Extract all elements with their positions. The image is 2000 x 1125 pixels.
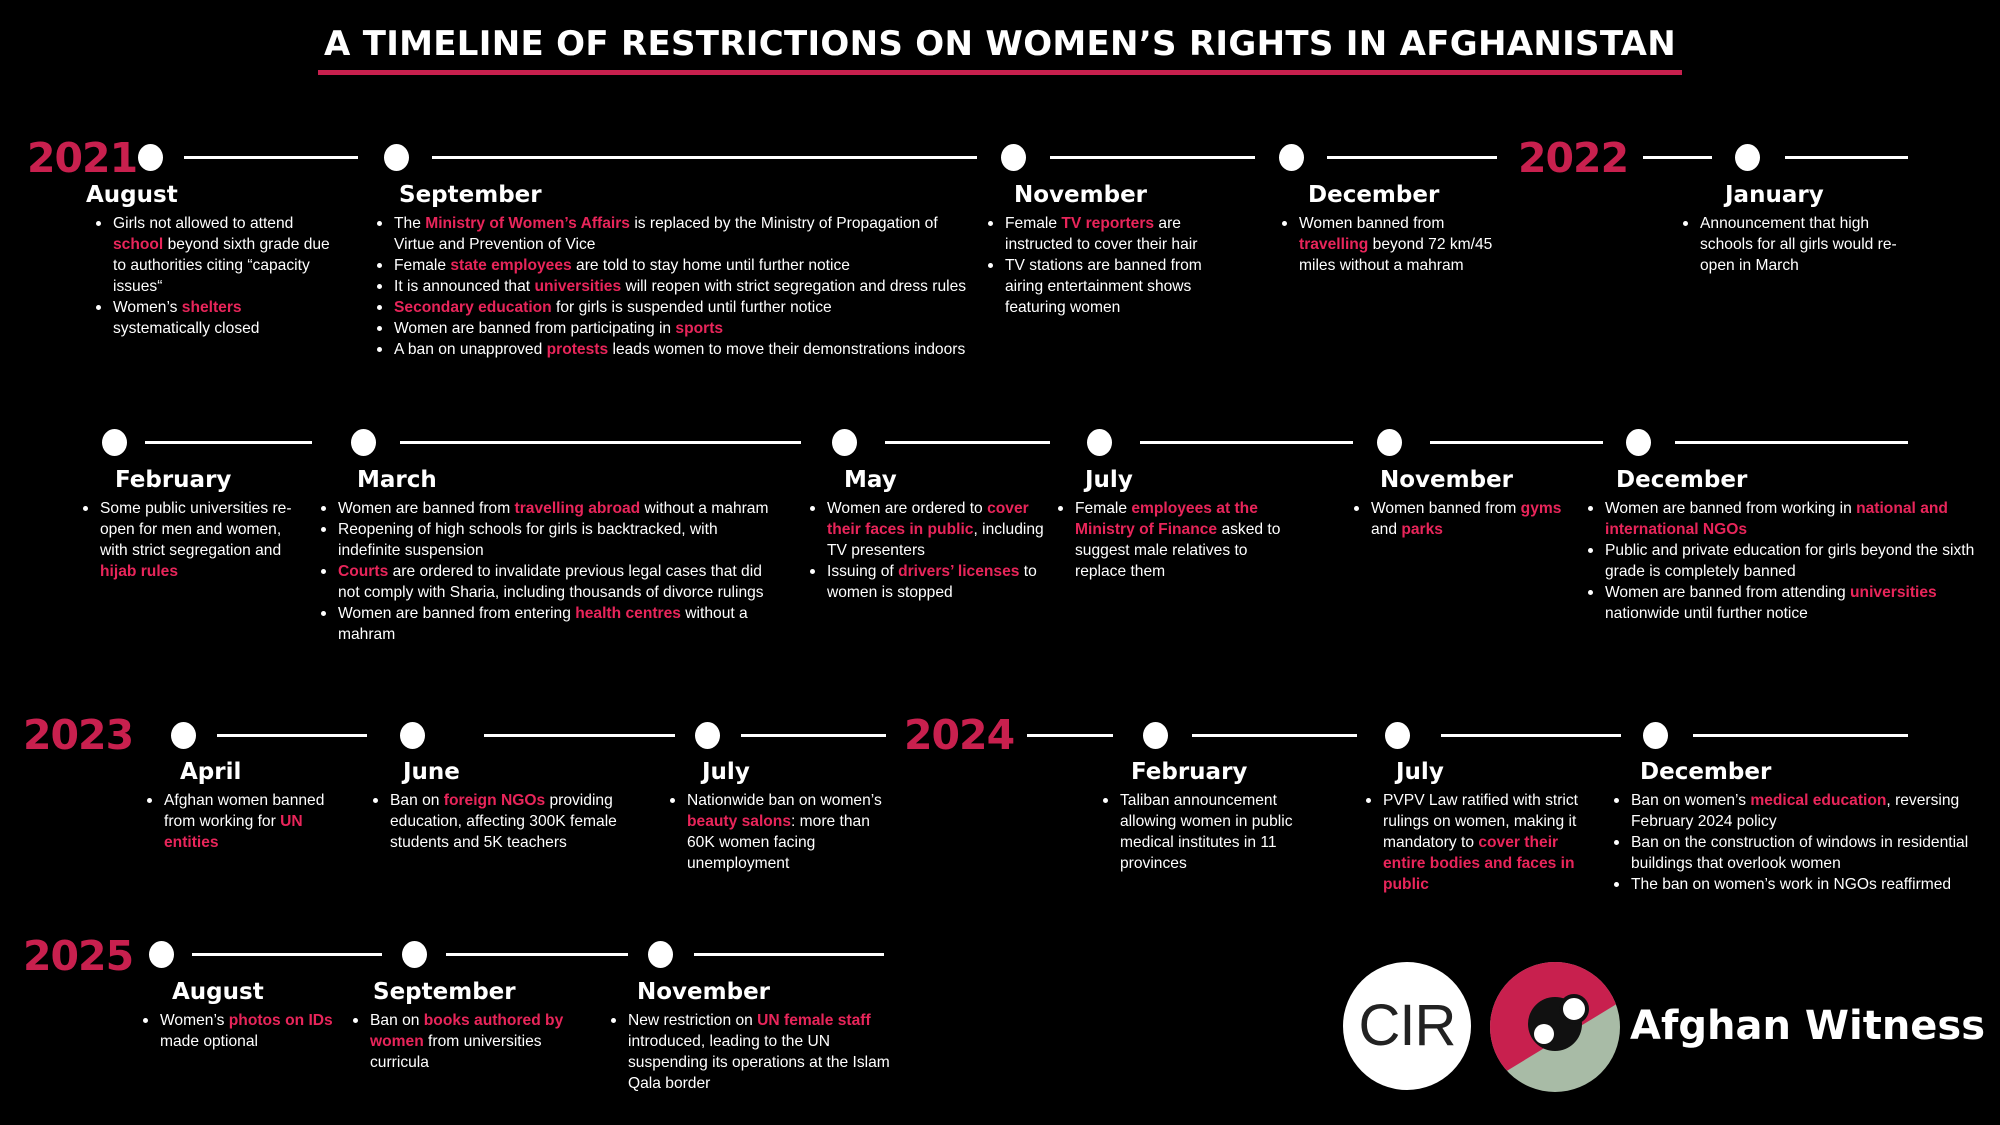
timeline-dot: [1143, 722, 1168, 749]
timeline-line: [192, 953, 382, 956]
bullet-item: [100, 498, 303, 582]
timeline-dot: [832, 429, 857, 456]
bullet-text: Ban on: [390, 792, 444, 809]
timeline-line: [1441, 734, 1621, 737]
year-label-2023: 2023: [23, 711, 134, 759]
timeline-line: [1785, 156, 1908, 159]
timeline-dot: [1001, 144, 1026, 171]
entry-nov-2021: [978, 181, 1228, 318]
bullet-item: [394, 297, 967, 318]
bullet-item: [1383, 790, 1596, 895]
bullet-item: [338, 561, 781, 603]
highlight-text: universities: [534, 278, 622, 295]
month-label: December: [1640, 759, 1772, 785]
bullet-item: [164, 790, 347, 853]
entry-jul-2022: [1048, 466, 1283, 582]
highlight-text: foreign NGOs: [443, 792, 546, 809]
timeline-dot: [351, 429, 376, 456]
month-label: August: [172, 979, 264, 1005]
bullet-item: [1605, 498, 1994, 540]
bullet-item: [113, 213, 336, 297]
bullet-text: Women banned from: [1371, 500, 1521, 517]
bullet-text: Women are banned from entering: [338, 605, 576, 622]
bullet-text: New restriction on: [628, 1012, 758, 1029]
month-label: March: [357, 467, 437, 493]
highlight-text: gyms: [1520, 500, 1562, 517]
page-title: A TIMELINE OF RESTRICTIONS ON WOMEN’S RIGHTS IN AFGHANISTAN: [323, 24, 1677, 64]
highlight-text: beauty salons: [687, 813, 791, 830]
timeline-line: [885, 441, 1050, 444]
bullet-item: [394, 213, 967, 255]
timeline-dot: [149, 941, 174, 968]
month-label: December: [1308, 182, 1440, 208]
bullet-text: are ordered to invalidate previous legal cases that did not comply with Sharia, including thousands of divorce rulings: [338, 563, 764, 601]
highlight-text: cover their faces in public: [827, 500, 1029, 538]
timeline-line: [446, 953, 628, 956]
highlight-text: hijab rules: [100, 563, 178, 580]
timeline-dot: [400, 722, 425, 749]
bullet-item: [1005, 213, 1228, 255]
month-label: December: [1616, 467, 1748, 493]
highlight-text: travelling abroad: [514, 500, 641, 517]
month-label: September: [399, 182, 542, 208]
highlight-text: school: [113, 236, 164, 253]
month-label: September: [373, 979, 516, 1005]
bullet-text: and: [1371, 521, 1402, 538]
timeline-line: [432, 156, 977, 159]
bullet-item: [1605, 582, 1994, 624]
bullet-text: is replaced by the Ministry of Propagation of Virtue and Prevention of Vice: [394, 215, 938, 253]
timeline-line: [1192, 734, 1357, 737]
month-label: July: [702, 759, 750, 785]
cir-logo-text: CIR: [1358, 993, 1456, 1058]
bullet-text: are told to stay home until further notice: [571, 257, 850, 274]
month-label: November: [1380, 467, 1514, 493]
bullet-item: [394, 339, 967, 360]
highlight-text: Secondary education: [394, 299, 552, 316]
highlight-text: UN female staff: [757, 1012, 871, 1029]
bullet-item: [390, 790, 633, 853]
bullet-text: to women is stopped: [827, 563, 1037, 601]
highlight-text: health centres: [575, 605, 681, 622]
highlight-text: state employees: [450, 257, 572, 274]
page-title-wrap: [318, 18, 1682, 70]
entry-nov-2022: [1344, 466, 1574, 540]
month-label: June: [403, 759, 460, 785]
bullet-text: Afghan women banned from working for: [164, 792, 325, 830]
year-label-2022: 2022: [1518, 134, 1629, 182]
bullet-text: : more than 60K women facing unemployment: [687, 813, 870, 872]
bullet-text: Women are banned from working in: [1605, 500, 1857, 517]
highlight-text: TV reporters: [1061, 215, 1155, 232]
bullet-item: [1299, 213, 1497, 276]
month-label: February: [115, 467, 232, 493]
highlight-text: travelling: [1299, 236, 1369, 253]
timeline-dot: [384, 144, 409, 171]
bullet-item: [338, 519, 781, 561]
bullet-text: Ban on: [370, 1012, 424, 1029]
timeline-dot: [1377, 429, 1402, 456]
timeline-line: [1327, 156, 1497, 159]
highlight-text: shelters: [181, 299, 242, 316]
bullet-text: PVPV Law ratified with strict rulings on women, making it mandatory to: [1383, 792, 1578, 851]
title-underline: [318, 70, 1682, 75]
entry-dec-2022: [1578, 466, 1994, 624]
bullet-item: [338, 498, 781, 519]
bullet-text: Women are ordered to: [827, 500, 988, 517]
bullet-item: [1631, 874, 1994, 895]
month-label: November: [637, 979, 771, 1005]
timeline-dot: [1626, 429, 1651, 456]
timeline-line: [1643, 156, 1712, 159]
afghan-witness-logo-text: Afghan Witness: [1630, 1003, 1986, 1049]
bullet-item: [1371, 498, 1574, 540]
bullet-text: without a mahram: [640, 500, 769, 517]
highlight-text: national and international NGOs: [1605, 500, 1948, 538]
entry-dec-2024: [1604, 758, 1994, 895]
bullet-text: Women are banned from attending: [1605, 584, 1851, 601]
timeline-dot: [1279, 144, 1304, 171]
month-label: April: [180, 759, 242, 785]
entry-dec-2021: [1272, 181, 1497, 276]
timeline-dot: [102, 429, 127, 456]
bullet-item: [338, 603, 781, 645]
timeline-dot: [171, 722, 196, 749]
timeline-line: [1693, 734, 1908, 737]
timeline-line: [145, 441, 312, 444]
bullet-text: systematically closed: [113, 320, 260, 337]
bullet-text: Announcement that high schools for all girls would re-open in March: [1700, 215, 1897, 274]
bullet-text: Ban on women’s: [1631, 792, 1751, 809]
entry-apr-2023: [137, 758, 347, 853]
entry-sep-2025: [343, 978, 573, 1073]
timeline-dot: [402, 941, 427, 968]
bullet-text: asked to suggest male relatives to replace them: [1075, 521, 1281, 580]
highlight-text: books authored by women: [370, 1012, 564, 1050]
bullet-text: will reopen with strict segregation and dress rules: [621, 278, 967, 295]
bullet-item: [1700, 213, 1898, 276]
timeline-line: [184, 156, 358, 159]
bullet-text: Issuing of: [827, 563, 899, 580]
timeline-line: [484, 734, 675, 737]
entry-aug-2025: [133, 978, 343, 1052]
year-label-2025: 2025: [23, 932, 134, 980]
entry-jan-2022: [1673, 181, 1898, 276]
timeline-dot: [648, 941, 673, 968]
timeline-dot: [138, 144, 163, 171]
timeline-line: [1140, 441, 1353, 444]
entry-jul-2024: [1356, 758, 1596, 895]
timeline-line: [1430, 441, 1603, 444]
bullet-text: , reversing February 2024 policy: [1631, 792, 1960, 830]
bullet-text: Ban on the construction of windows in residential buildings that overlook women: [1631, 834, 1969, 872]
bullet-item: [1120, 790, 1333, 874]
bullet-text: Nationwide ban on women’s: [687, 792, 882, 809]
month-label: January: [1725, 182, 1824, 208]
bullet-text: , including TV presenters: [827, 521, 1044, 559]
highlight-text: medical education: [1750, 792, 1887, 809]
bullet-text: nationwide until further notice: [1605, 605, 1808, 622]
highlight-text: Ministry of Women’s Affairs: [425, 215, 630, 232]
timeline-line: [694, 953, 884, 956]
bullet-text: beyond sixth grade due to authorities citing “capacity issues“: [113, 236, 330, 295]
entry-jul-2023: [660, 758, 900, 874]
timeline-dot: [1735, 144, 1760, 171]
cir-logo: [1343, 962, 1471, 1090]
timeline-line: [1027, 734, 1113, 737]
bullet-text: Taliban announcement allowing women in public medical institutes in 11 provinces: [1120, 792, 1293, 872]
bullet-item: [394, 255, 967, 276]
bullet-text: A ban on unapproved: [394, 341, 547, 358]
highlight-text: Courts: [338, 563, 389, 580]
bullet-text: introduced, leading to the UN suspending its operations at the Islam Qala border: [628, 1033, 890, 1092]
year-label-2021: 2021: [27, 134, 138, 182]
bullet-item: [1631, 790, 1994, 832]
bullet-text: Women are banned from: [338, 500, 515, 517]
bullet-text: are instructed to cover their hair: [1005, 215, 1198, 253]
entry-feb-2024: [1093, 758, 1333, 874]
highlight-text: photos on IDs: [228, 1012, 333, 1029]
highlight-text: UN entities: [164, 813, 303, 851]
bullet-text: for girls is suspended until further notice: [551, 299, 832, 316]
bullet-text: Women’s: [113, 299, 182, 316]
bullet-item: [394, 318, 967, 339]
bullet-text: Public and private education for girls beyond the sixth grade is completely banned: [1605, 542, 1975, 580]
timeline-dot: [1643, 722, 1668, 749]
timeline-dot: [1385, 722, 1410, 749]
highlight-text: parks: [1401, 521, 1443, 538]
timeline-dot: [1087, 429, 1112, 456]
bullet-text: It is announced that: [394, 278, 535, 295]
bullet-text: Women’s: [160, 1012, 229, 1029]
bullet-item: [1605, 540, 1994, 582]
entry-aug-2021: [86, 181, 336, 339]
highlight-text: protests: [546, 341, 609, 358]
bullet-text: Female: [1005, 215, 1062, 232]
bullet-item: [160, 1010, 343, 1052]
month-label: August: [86, 182, 178, 208]
bullet-text: Reopening of high schools for girls is backtracked, with indefinite suspension: [338, 521, 718, 559]
year-label-2024: 2024: [904, 711, 1015, 759]
highlight-text: cover their entire bodies and faces in public: [1383, 834, 1575, 893]
bullet-text: leads women to move their demonstrations indoors: [608, 341, 966, 358]
entry-mar-2022: [311, 466, 781, 645]
bullet-text: Women banned from: [1299, 215, 1445, 232]
bullet-text: Women are banned from participating in: [394, 320, 676, 337]
bullet-text: Female: [1075, 500, 1132, 517]
timeline-line: [400, 441, 801, 444]
bullet-item: [1005, 255, 1228, 318]
bullet-text: Girls not allowed to attend: [113, 215, 294, 232]
timeline-line: [217, 734, 367, 737]
bullet-item: [370, 1010, 573, 1073]
entry-may-2022: [800, 466, 1045, 603]
highlight-text: employees at the Ministry of Finance: [1075, 500, 1258, 538]
bullet-text: TV stations are banned from airing entertainment shows featuring women: [1005, 257, 1202, 316]
entry-jun-2023: [363, 758, 633, 853]
bullet-text: The: [394, 215, 426, 232]
bullet-text: without a mahram: [338, 605, 748, 643]
bullet-text: from universities curricula: [370, 1033, 542, 1071]
highlight-text: universities: [1850, 584, 1937, 601]
entry-sep-2021: [367, 181, 967, 360]
month-label: November: [1014, 182, 1148, 208]
bullet-item: [827, 498, 1045, 561]
bullet-item: [827, 561, 1045, 603]
bullet-text: Female: [394, 257, 451, 274]
bullet-text: The ban on women’s work in NGOs reaffirmed: [1631, 876, 1952, 893]
timeline-line: [1050, 156, 1255, 159]
bullet-item: [687, 790, 900, 874]
bullet-item: [1075, 498, 1283, 582]
bullet-item: [628, 1010, 911, 1094]
month-label: February: [1131, 759, 1248, 785]
month-label: July: [1396, 759, 1444, 785]
bullet-text: providing education, affecting 300K female students and 5K teachers: [390, 792, 617, 851]
timeline-line: [1675, 441, 1908, 444]
highlight-text: sports: [675, 320, 724, 337]
bullet-text: Some public universities re-open for men and women, with strict segregation and: [100, 500, 292, 559]
afghan-witness-logo-icon: [1490, 962, 1620, 1092]
month-label: July: [1085, 467, 1133, 493]
highlight-text: drivers’ licenses: [898, 563, 1020, 580]
timeline-line: [741, 734, 886, 737]
entry-nov-2025: [601, 978, 911, 1094]
entry-feb-2022: [73, 466, 303, 582]
bullet-text: made optional: [160, 1033, 258, 1050]
bullet-item: [1631, 832, 1994, 874]
timeline-dot: [695, 722, 720, 749]
month-label: May: [844, 467, 897, 493]
bullet-item: [394, 276, 967, 297]
bullet-item: [113, 297, 336, 339]
bullet-text: beyond 72 km/45 miles without a mahram: [1299, 236, 1493, 274]
